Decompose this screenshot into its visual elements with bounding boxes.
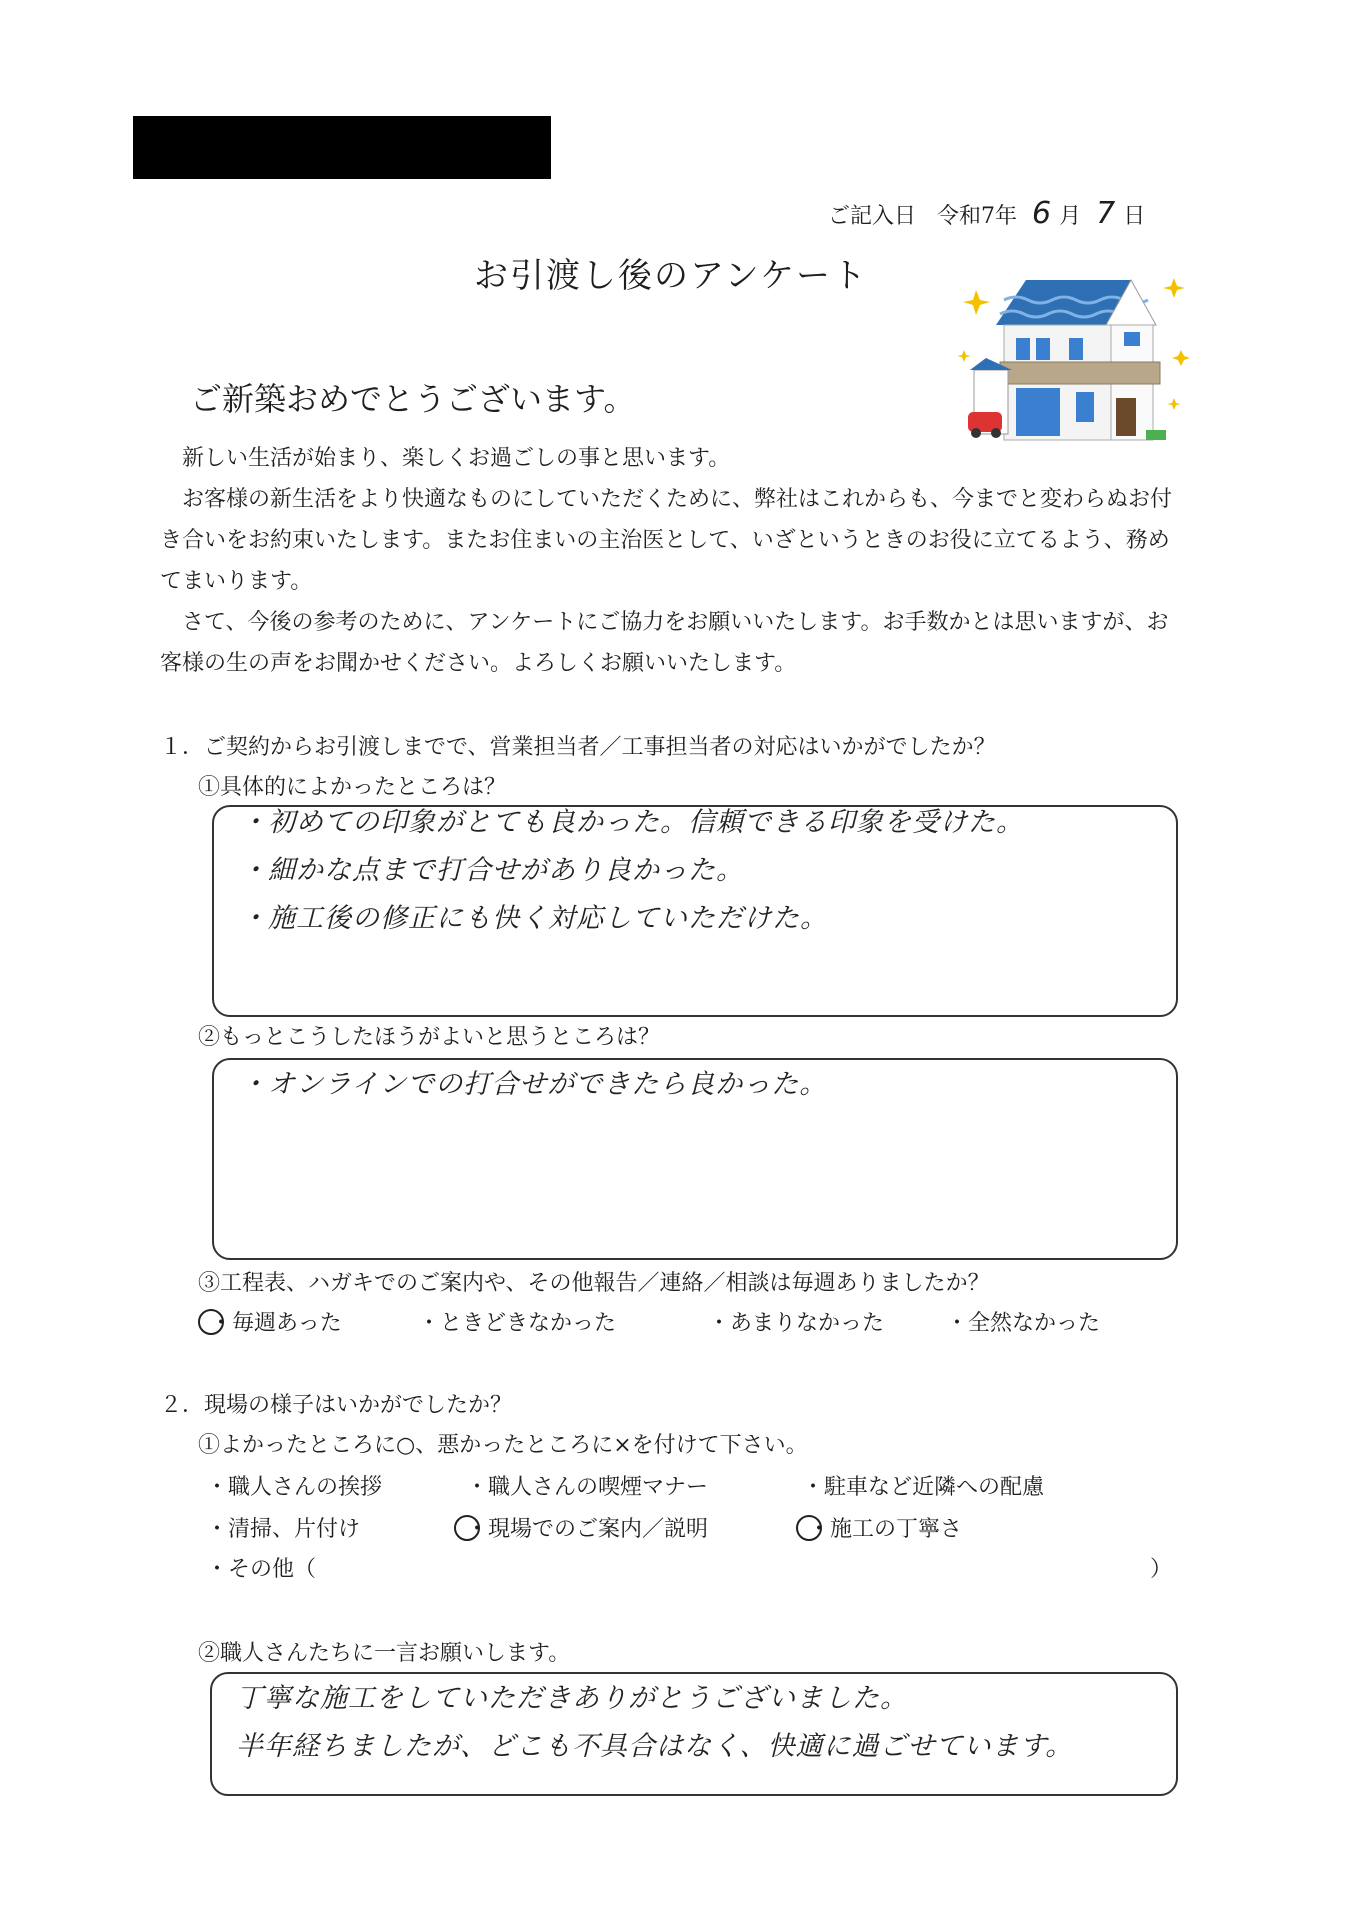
entry-date [828, 196, 1145, 231]
question-1-sub1: ①具体的によかったところは？ [198, 775, 507, 800]
date-day-unit: 日 [1123, 204, 1146, 229]
item-label: ・現場でのご案内／説明 [466, 1517, 709, 1542]
item-label: ・施工の丁寧さ [808, 1517, 963, 1542]
date-month-unit: 月 [1059, 204, 1082, 229]
item-workmanship [796, 1512, 962, 1543]
congratulations-heading: ご新築おめでとうございます。 [190, 380, 636, 418]
question-2-title: ２．現場の様子はいかがでしたか？ [160, 1393, 513, 1418]
handwritten-answer: ・オンラインでの打合せができたら良かった。 [240, 1069, 828, 1100]
handwritten-answer: 丁寧な施工をしていただきありがとうございました。 [236, 1683, 908, 1714]
question-2-sub1: ①よかったところに○、悪かったところに×を付けて下さい。 [198, 1433, 808, 1458]
option-label: ・毎週あった [210, 1311, 342, 1336]
handwritten-answer: ・初めての印象がとても良かった。信頼できる印象を受けた。 [240, 807, 1024, 838]
option-never: ・全然なかった [946, 1311, 1101, 1336]
option-rarely: ・あまりなかった [708, 1311, 885, 1336]
handwritten-answer: ・施工後の修正にも快く対応していただけた。 [240, 903, 828, 934]
option-sometimes-not: ・ときどきなかった [418, 1311, 617, 1336]
date-month: 6 [1032, 196, 1052, 231]
item-other: ・その他（ [206, 1557, 317, 1582]
item-greeting: ・職人さんの挨拶 [206, 1475, 383, 1500]
selected-circle-mark [198, 1309, 224, 1335]
item-parking-consideration: ・駐車など近隣への配慮 [802, 1475, 1045, 1500]
question-2-sub2: ②職人さんたちに一言お願いします。 [198, 1641, 571, 1666]
question-1-sub3: ③工程表、ハガキでのご案内や、その他報告／連絡／相談は毎週ありましたか？ [198, 1271, 990, 1296]
question-1-sub2: ②もっとこうしたほうがよいと思うところは？ [198, 1025, 661, 1050]
item-other-close: ） [1150, 1557, 1173, 1582]
item-site-guidance [454, 1512, 708, 1543]
intro-paragraph: 新しい生活が始まり、楽しくお過ごしの事と思います。 [182, 446, 731, 471]
intro-paragraph: さて、今後の参考のために、アンケートにご協力をお願いいたします。お手数かとは思いますが、お客様の生の声をお聞かせください。よろしくお願いいたします。 [160, 610, 1169, 676]
intro-text [160, 438, 1190, 684]
item-cleaning: ・清掃、片付け [206, 1517, 361, 1542]
date-era: 令和 [937, 204, 982, 229]
house-illustration-icon [956, 270, 1196, 450]
date-label: ご記入日 [828, 204, 917, 229]
redacted-name-block [133, 116, 551, 179]
option-weekly [198, 1306, 342, 1337]
selected-circle-mark [454, 1515, 480, 1541]
page-title: お引渡し後のアンケート [474, 256, 868, 296]
question-1-title: １．ご契約からお引渡しまでで、営業担当者／工事担当者の対応はいかがでしたか？ [160, 735, 996, 760]
handwritten-answer: ・細かな点まで打合せがあり良かった。 [240, 855, 744, 886]
item-smoking-manners: ・職人さんの喫煙マナー [466, 1475, 709, 1500]
date-day: 7 [1096, 196, 1116, 231]
date-year: 7 [981, 204, 996, 229]
intro-paragraph: お客様の新生活をより快適なものにしていただくために、弊社はこれからも、今までと変わらぬお付き合いをお約束いたします。またお住まいの主治医として、いざというときのお役に立てるよう、務めてまいります。 [160, 487, 1173, 594]
date-year-unit: 年 [995, 204, 1018, 229]
selected-circle-mark [796, 1515, 822, 1541]
handwritten-answer: 半年経ちましたが、どこも不具合はなく、快適に過ごせています。 [236, 1731, 1074, 1762]
